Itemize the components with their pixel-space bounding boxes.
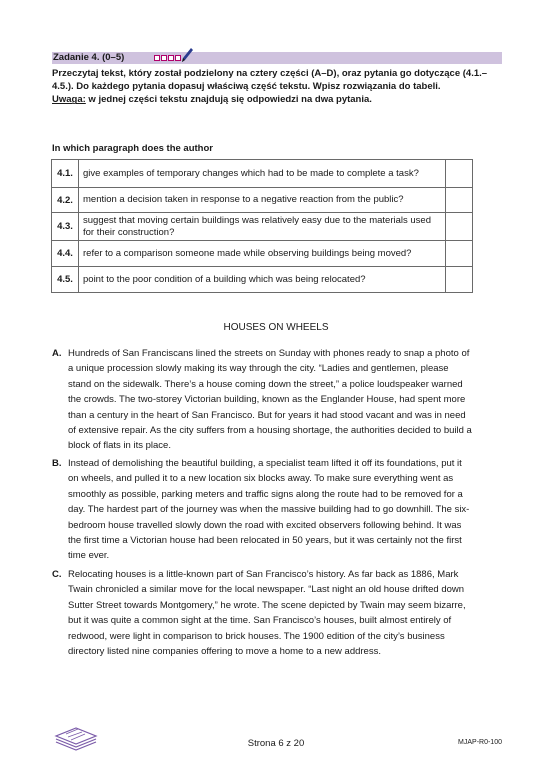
answer-cell[interactable] (446, 267, 473, 293)
paragraph-text: Instead of demolishing the beautiful building, a specialist team lifted it off its foundations, put it on wheels, and pulled it to a new location six blocks away. To make sure everything went as smoothly as possible, parking meters and traffic signs along the route had to be removed for a day. The hardest part of the journey was when the massive building had to go downhill. The six-bedroom house travelled slowly down the road with excited observers following behind. It was the first time a Victorian house had been relocated in 50 years, but it was certainly not the first time ever. (68, 458, 470, 562)
score-box (161, 55, 167, 61)
article-title: HOUSES ON WHEELS (223, 322, 329, 333)
score-boxes (154, 55, 181, 62)
page-number: Strona 6 z 20 (247, 738, 305, 749)
question-heading: In which paragraph does the author (52, 143, 213, 154)
exam-code: MJAP-R0-100 (458, 739, 502, 746)
question-number: 4.3. (52, 213, 79, 241)
paragraph-letter: A. (52, 348, 62, 359)
question-text: refer to a comparison someone made while observing buildings being moved? (79, 241, 446, 267)
question-text: point to the poor condition of a building which was being relocated? (79, 267, 446, 293)
article-paragraph-b (52, 456, 472, 564)
question-text: suggest that moving certain buildings was relatively easy due to the materials used for their construction? (79, 213, 446, 241)
question-row (52, 241, 473, 267)
instructions-text: Przeczytaj tekst, który został podzielony na cztery części (A–D), oraz pytania go dotyczące (4.1.–4.5.). Do każdego pytania dopasuj właściwą część tekstu. Wpisz rozwiązania do tabeli. (52, 68, 488, 93)
answer-cell[interactable] (446, 241, 473, 267)
task-title: Zadanie 4. (0–5) (53, 52, 125, 63)
task-instructions (52, 67, 502, 107)
answer-cell[interactable] (446, 213, 473, 241)
answer-cell[interactable] (446, 160, 473, 188)
question-text: give examples of temporary changes which had to be made to complete a task? (79, 160, 446, 188)
question-row (52, 160, 473, 188)
question-text: mention a decision taken in response to a negative reaction from the public? (79, 188, 446, 213)
score-box (168, 55, 174, 61)
paragraph-letter: B. (52, 458, 62, 469)
paragraph-letter: C. (52, 569, 62, 580)
score-box (154, 55, 160, 61)
question-row (52, 188, 473, 213)
question-number: 4.2. (52, 188, 79, 213)
questions-table (51, 159, 473, 293)
pen-icon (180, 47, 194, 63)
paragraph-text: Hundreds of San Franciscans lined the streets on Sunday with phones ready to snap a photo of a unique procession slowly making its way through the city. “Ladies and gentlemen, please stand on the sidewalk. There’s a house coming down the street,” a police loudspeaker warned the crowds. The two-storey Victorian building, known as the Englander House, had spent more than a century in the heart of San Francisco. But for years it had stood vacant and was in need of extensive repair. As the city suffers from a housing shortage, the authorities decided to build a block of flats in its place. (68, 348, 472, 452)
question-row (52, 267, 473, 293)
article-paragraph-c (52, 567, 472, 659)
paragraph-text: Relocating houses is a little-known part of San Francisco’s history. As far back as 1886, Mark Twain chronicled a similar move for the local newspaper. “Last night an old house drifted down Sutter Street towards Montgomery,” he wrote. The scene depicted by Twain may seem bizarre, but it was quite a common sight at the time. San Francisco’s houses, built almost entirely of redwood, were light in comparison to brick houses. The 1900 edition of the city’s business directory listed nine companies offering to move a home to a new address. (68, 569, 466, 658)
note-label: Uwaga: (52, 94, 86, 106)
question-number: 4.4. (52, 241, 79, 267)
question-number: 4.5. (52, 267, 79, 293)
answer-cell[interactable] (446, 188, 473, 213)
question-number: 4.1. (52, 160, 79, 188)
article-paragraph-a (52, 346, 472, 454)
note-text: w jednej części tekstu znajdują się odpowiedzi na dwa pytania. (85, 94, 372, 106)
question-row (52, 213, 473, 241)
